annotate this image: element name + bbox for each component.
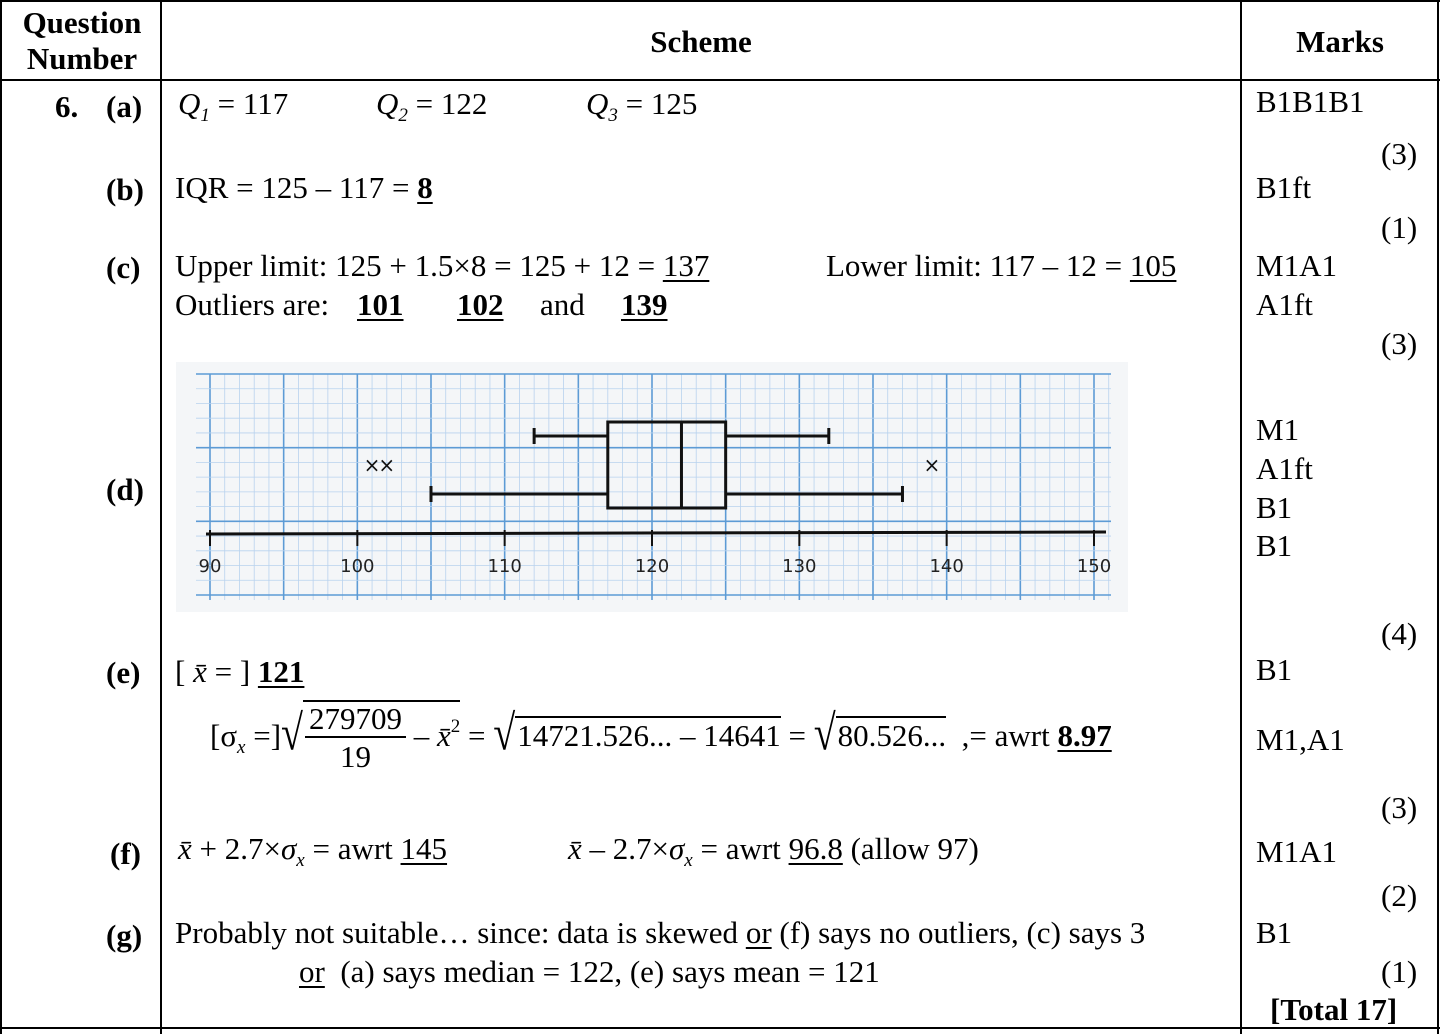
outlier-1: 101 (357, 287, 404, 322)
sd-step-2: 80.526... (837, 718, 947, 754)
part-b-total: (1) (1381, 210, 1418, 245)
part-g-label: (g) (106, 918, 143, 953)
outlier-marker: × (363, 453, 381, 477)
part-b-marks: B1ft (1256, 170, 1312, 205)
outlier-2: 102 (457, 287, 504, 322)
x-axis-tick-label: 90 (198, 556, 222, 577)
upper-bound-value: 145 (400, 831, 448, 866)
lower-bound-value: 96.8 (788, 831, 843, 866)
part-a-marks: B1B1B1 (1256, 84, 1365, 119)
part-c-marks-1: M1A1 (1256, 248, 1337, 283)
lower-limit-value: 105 (1129, 248, 1177, 283)
iqr-answer: 8 (417, 170, 433, 205)
part-e-marks-2: M1,A1 (1256, 722, 1345, 757)
part-c-label: (c) (106, 250, 141, 285)
part-g-line-2: or (a) says median = 122, (e) says mean = 121 (299, 954, 880, 989)
part-e-marks-1: B1 (1256, 652, 1293, 687)
part-d-mark-1: M1 (1256, 412, 1300, 447)
part-c-total: (3) (1381, 326, 1418, 361)
upper-bound-line: x̄ + $2.7\times\sigma_x$ = awrt 145 (178, 831, 448, 871)
part-b-label: (b) (106, 172, 144, 207)
sd-answer: 8.97 (1057, 718, 1112, 754)
grand-total: [Total 17] (1270, 992, 1398, 1027)
part-d-label: (d) (106, 472, 144, 507)
part-f-total: (2) (1381, 878, 1418, 913)
part-e-total: (3) (1381, 790, 1418, 825)
part-d-mark-2: A1ft (1256, 451, 1313, 486)
part-a-total: (3) (1381, 136, 1418, 171)
q2-value: $Q_2 = 122$ (376, 86, 488, 126)
outlier-3: 139 (621, 287, 668, 322)
iqr-line: IQR = 125 – 117 = 8 (175, 170, 433, 205)
part-c-marks-2: A1ft (1256, 287, 1313, 322)
lower-limit-line: Lower limit: 117 – 12 = 105 (826, 248, 1177, 283)
box-plot-graph (176, 362, 1128, 612)
sd-line: [$\sigma_x$ =]√ $\frac{279709}{19}$ – x̄$^2$ = √14721.526... – 14641 = √80.526... ,= awrt 8.97 (210, 701, 1112, 774)
part-d-mark-4: B1 (1256, 528, 1293, 563)
part-g-line-1: Probably not suitable… since: data is skewed or (f) says no outliers, (c) says 3 (175, 915, 1146, 950)
x-axis-tick-label: 140 (929, 556, 964, 577)
part-d-total: (4) (1381, 616, 1418, 651)
sd-denominator: 19 (340, 739, 371, 774)
header-question-number: Question Number (22, 5, 142, 76)
outlier-marker: × (923, 453, 941, 477)
outliers-and: and (540, 287, 585, 322)
part-e-label: (e) (106, 655, 141, 690)
x-axis-tick-label: 120 (634, 556, 670, 577)
x-axis-tick-label: 100 (340, 556, 375, 577)
outliers-label: Outliers are: (175, 287, 330, 322)
x-axis-tick-label: 130 (782, 556, 817, 577)
header-marks: Marks (1296, 24, 1384, 59)
outlier-marker: × (378, 453, 396, 477)
q3-value: $Q_3 = 125$ (586, 86, 698, 126)
upper-limit-line: Upper limit: 125 + 1.5×8 = 125 + 12 = 137 (175, 248, 710, 283)
mean-answer: 121 (257, 654, 305, 689)
part-f-label: (f) (110, 836, 141, 871)
mean-line: [ x̄ = ] 121 (175, 654, 305, 689)
q1-value: $Q_1 = 117$ (178, 86, 289, 126)
part-a-label: (a) (106, 89, 143, 124)
header-scheme: Scheme (650, 24, 752, 59)
part-d-mark-3: B1 (1256, 490, 1293, 525)
part-g-total: (1) (1381, 954, 1418, 989)
part-g-marks: B1 (1256, 915, 1293, 950)
lower-bound-line: x̄ – $2.7\times\sigma_x$ = awrt 96.8 (allow 97) (568, 831, 979, 871)
upper-limit-value: 137 (662, 248, 710, 283)
sd-numerator: 279709 (305, 702, 406, 738)
x-axis-tick-label: 150 (1076, 556, 1112, 577)
part-f-marks: M1A1 (1256, 834, 1337, 869)
sd-step-1: 14721.526... – 14641 (517, 718, 781, 754)
x-axis-tick-label: 110 (487, 556, 522, 577)
x-axis (206, 532, 1106, 534)
question-number: 6. (55, 89, 79, 124)
